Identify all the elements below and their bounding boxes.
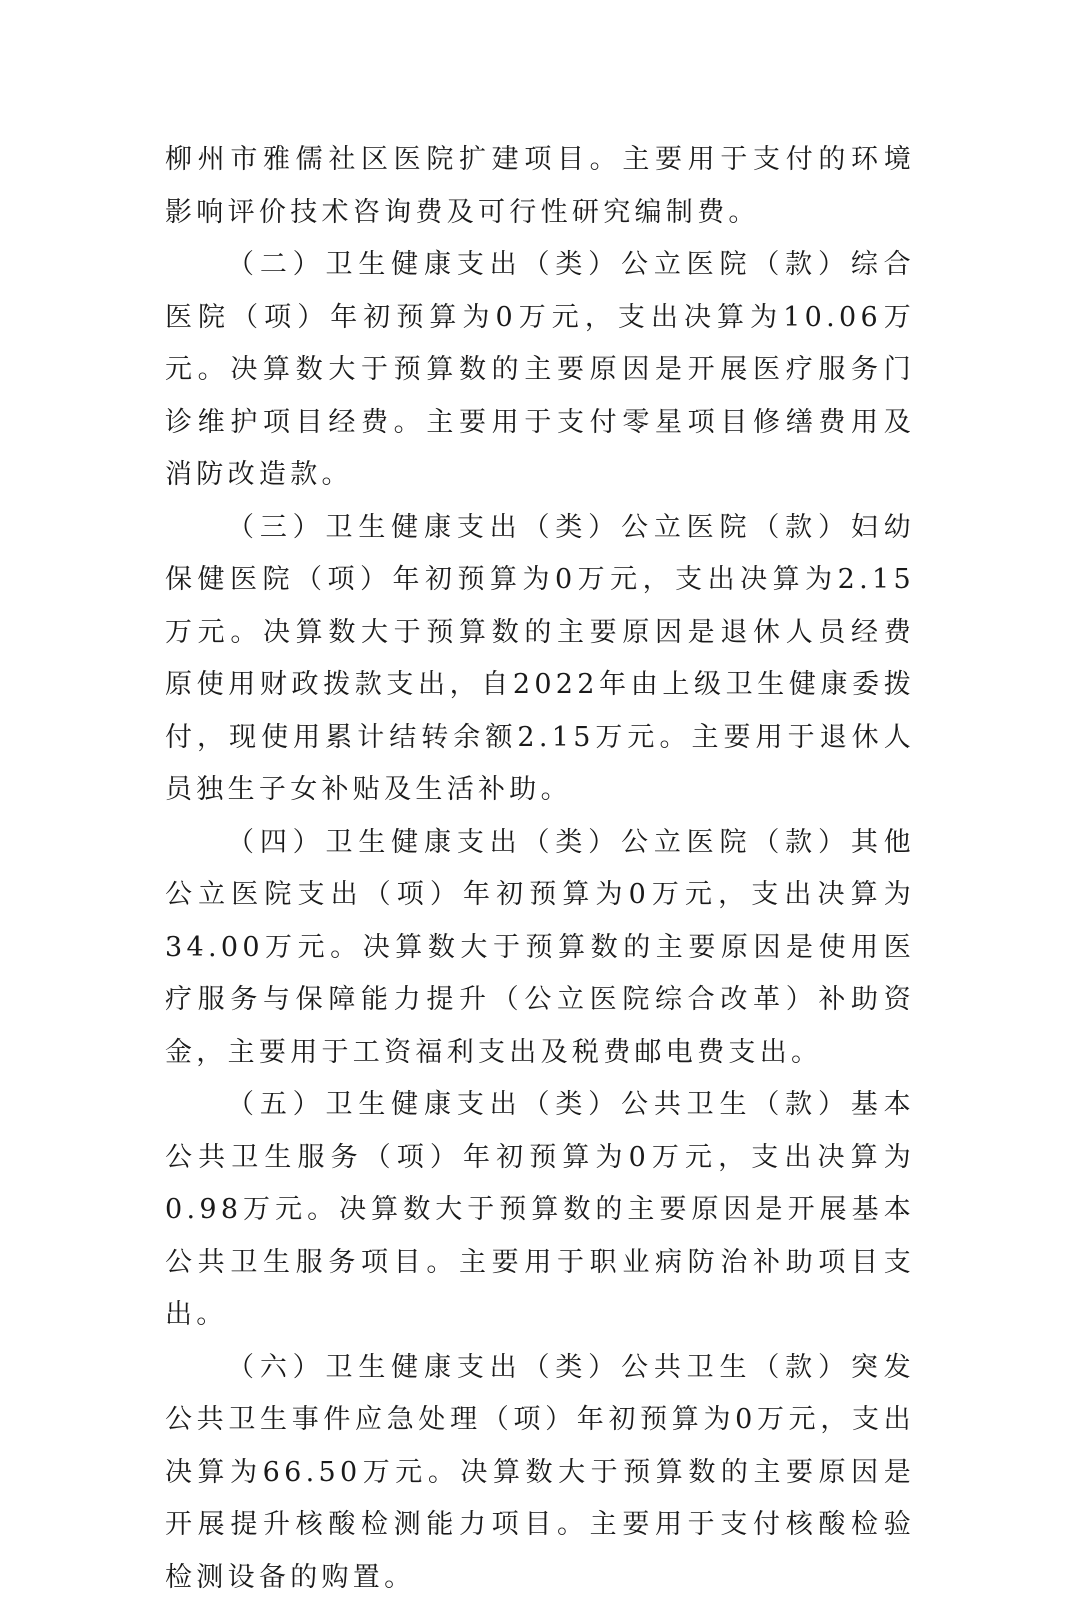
paragraph-item-5: （五）卫生健康支出（类）公共卫生（款）基本公共卫生服务（项）年初预算为0万元，支出决算为0.98万元。决算数大于预算数的主要原因是开展基本公共卫生服务项目。主要用于职业病防治补助项目支出。 — [165, 1079, 915, 1342]
paragraph-item-3: （三）卫生健康支出（类）公立医院（款）妇幼保健医院（项）年初预算为0万元，支出决算为2.15万元。决算数大于预算数的主要原因是退休人员经费原使用财政拨款支出，自2022年由上级卫生健康委拨付，现使用累计结转余额2.15万元。主要用于退休人员独生子女补贴及生活补助。 — [165, 502, 915, 817]
paragraph-item-2: （二）卫生健康支出（类）公立医院（款）综合医院（项）年初预算为0万元，支出决算为10.06万元。决算数大于预算数的主要原因是开展医疗服务门诊维护项目经费。主要用于支付零星项目修缮费用及消防改造款。 — [165, 239, 915, 502]
paragraph-item-4: （四）卫生健康支出（类）公立医院（款）其他公立医院支出（项）年初预算为0万元，支出决算为34.00万元。决算数大于预算数的主要原因是使用医疗服务与保障能力提升（公立医院综合改革）补助资金，主要用于工资福利支出及税费邮电费支出。 — [165, 817, 915, 1080]
paragraph-item-6: （六）卫生健康支出（类）公共卫生（款）突发公共卫生事件应急处理（项）年初预算为0万元，支出决算为66.50万元。决算数大于预算数的主要原因是开展提升核酸检测能力项目。主要用于支付核酸检验检测设备的购置。 — [165, 1342, 915, 1604]
paragraph-continuation: 柳州市雅儒社区医院扩建项目。主要用于支付的环境影响评价技术咨询费及可行性研究编制费。 — [165, 134, 915, 239]
document-body — [165, 134, 915, 1604]
